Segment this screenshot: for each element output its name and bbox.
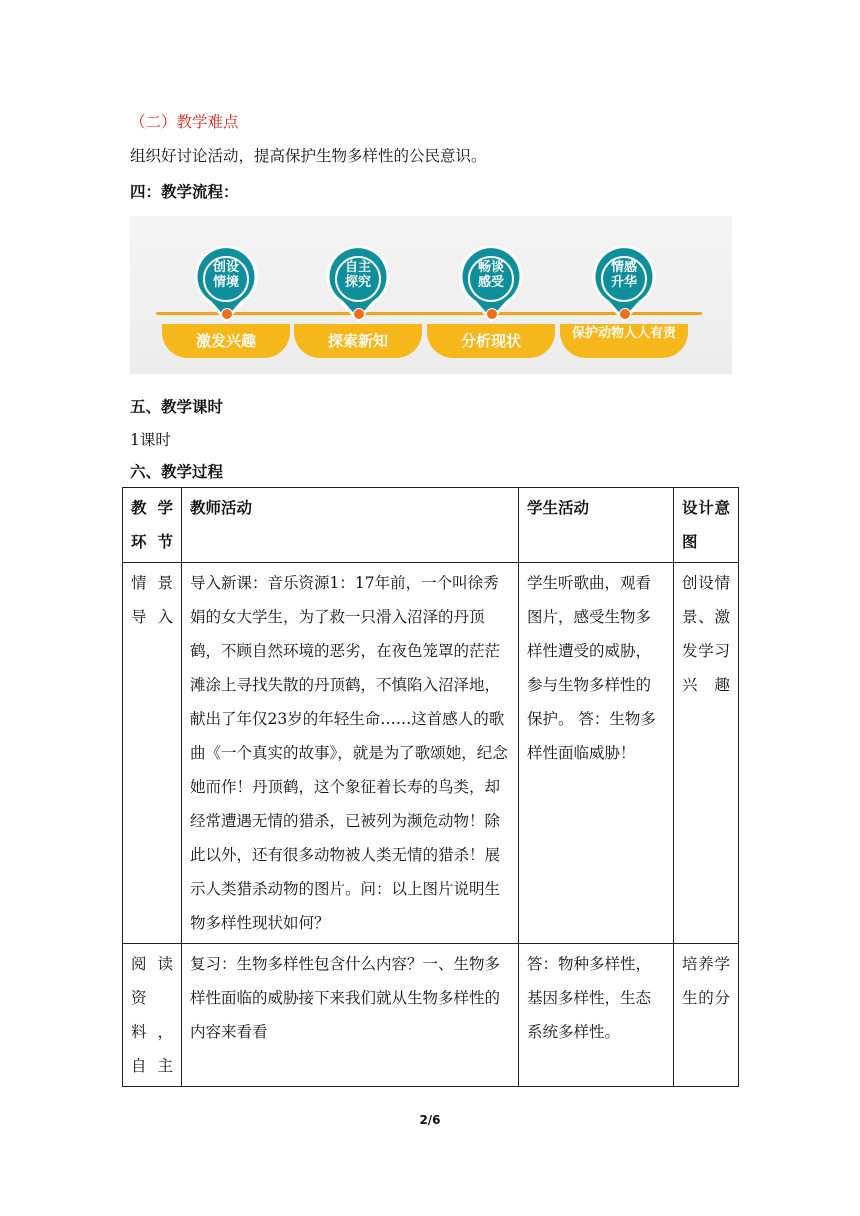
flow-tab-2: 探索新知	[294, 324, 422, 358]
flow-pin-4-line2: 升华	[610, 275, 637, 290]
row-student: 学生听歌曲，观看图片，感受生物多样性遭受的威胁，参与生物多样性的保护。 答：生物多样性面临威胁！	[519, 563, 674, 944]
flow-heading: 四：教学流程：	[130, 183, 239, 201]
flow-tab-1: 激发兴趣	[162, 324, 290, 358]
row-purpose: 培养学生的分	[674, 944, 739, 1087]
header-stage: 教学环节	[123, 488, 182, 563]
difficulty-text: 组织好讨论活动，提高保护生物多样性的公民意识。	[130, 147, 487, 165]
row-teacher: 复习：生物多样性包含什么内容？一、生物多样性面临的威胁接下来我们就从生物多样性的内容来看看	[182, 944, 519, 1087]
header-purpose: 设计意图	[674, 488, 739, 563]
page-number: 2/6	[419, 1113, 441, 1127]
table-row	[123, 944, 739, 1087]
table-row	[123, 563, 739, 944]
difficulty-heading: （二）教学难点	[130, 113, 239, 131]
hours-text: 1课时	[130, 431, 171, 449]
flow-pin-3-line1: 畅谈	[477, 260, 504, 275]
table-header-row	[123, 488, 739, 563]
teaching-process-table	[122, 487, 739, 1087]
process-heading: 六、教学过程	[130, 463, 224, 481]
header-teacher: 教师活动	[182, 488, 519, 563]
flow-pin-3-line2: 感受	[477, 275, 504, 290]
header-student: 学生活动	[519, 488, 674, 563]
flow-dot-3	[486, 308, 498, 320]
flow-pin-4-line1: 情感	[610, 260, 637, 275]
row-stage: 阅读资料，自主	[123, 944, 182, 1087]
row-stage: 情景导入	[123, 563, 182, 944]
flow-tab-3: 分析现状	[427, 324, 555, 358]
flow-pin-2-line1: 自主	[344, 260, 371, 275]
flow-dot-1	[221, 308, 233, 320]
flow-tab-4: 保护动物人人有责	[560, 324, 688, 358]
flow-dot-2	[353, 308, 365, 320]
flow-pin-2-line2: 探究	[344, 275, 371, 290]
flow-pin-1-line2: 情境	[212, 275, 239, 290]
hours-heading: 五、教学课时	[130, 398, 224, 416]
row-teacher: 导入新课：音乐资源1：17年前，一个叫徐秀娟的女大学生，为了救一只滑入沼泽的丹顶鹤，不顾自然环境的恶劣，在夜色笼罩的茫茫滩涂上寻找失散的丹顶鹤，不慎陷入沼泽地，献出了年仅23岁的年轻生命……这首感人的歌曲《一个真实的故事》，就是为了歌颂她，纪念她而作！丹顶鹤，这个象征着长寿的鸟类，却经常遭遇无情的猎杀，已被列为濒危动物！除此以外，还有很多动物被人类无情的猎杀！展示人类猎杀动物的图片。问：以上图片说明生物多样性现状如何？	[182, 563, 519, 944]
flow-dot-4	[619, 308, 631, 320]
row-student: 答：物种多样性，基因多样性，生态系统多样性。	[519, 944, 674, 1087]
flow-pin-1-line1: 创设	[212, 260, 239, 275]
teaching-flow-banner	[130, 216, 732, 374]
row-purpose: 创设情景、激发学习兴趣	[674, 563, 739, 944]
